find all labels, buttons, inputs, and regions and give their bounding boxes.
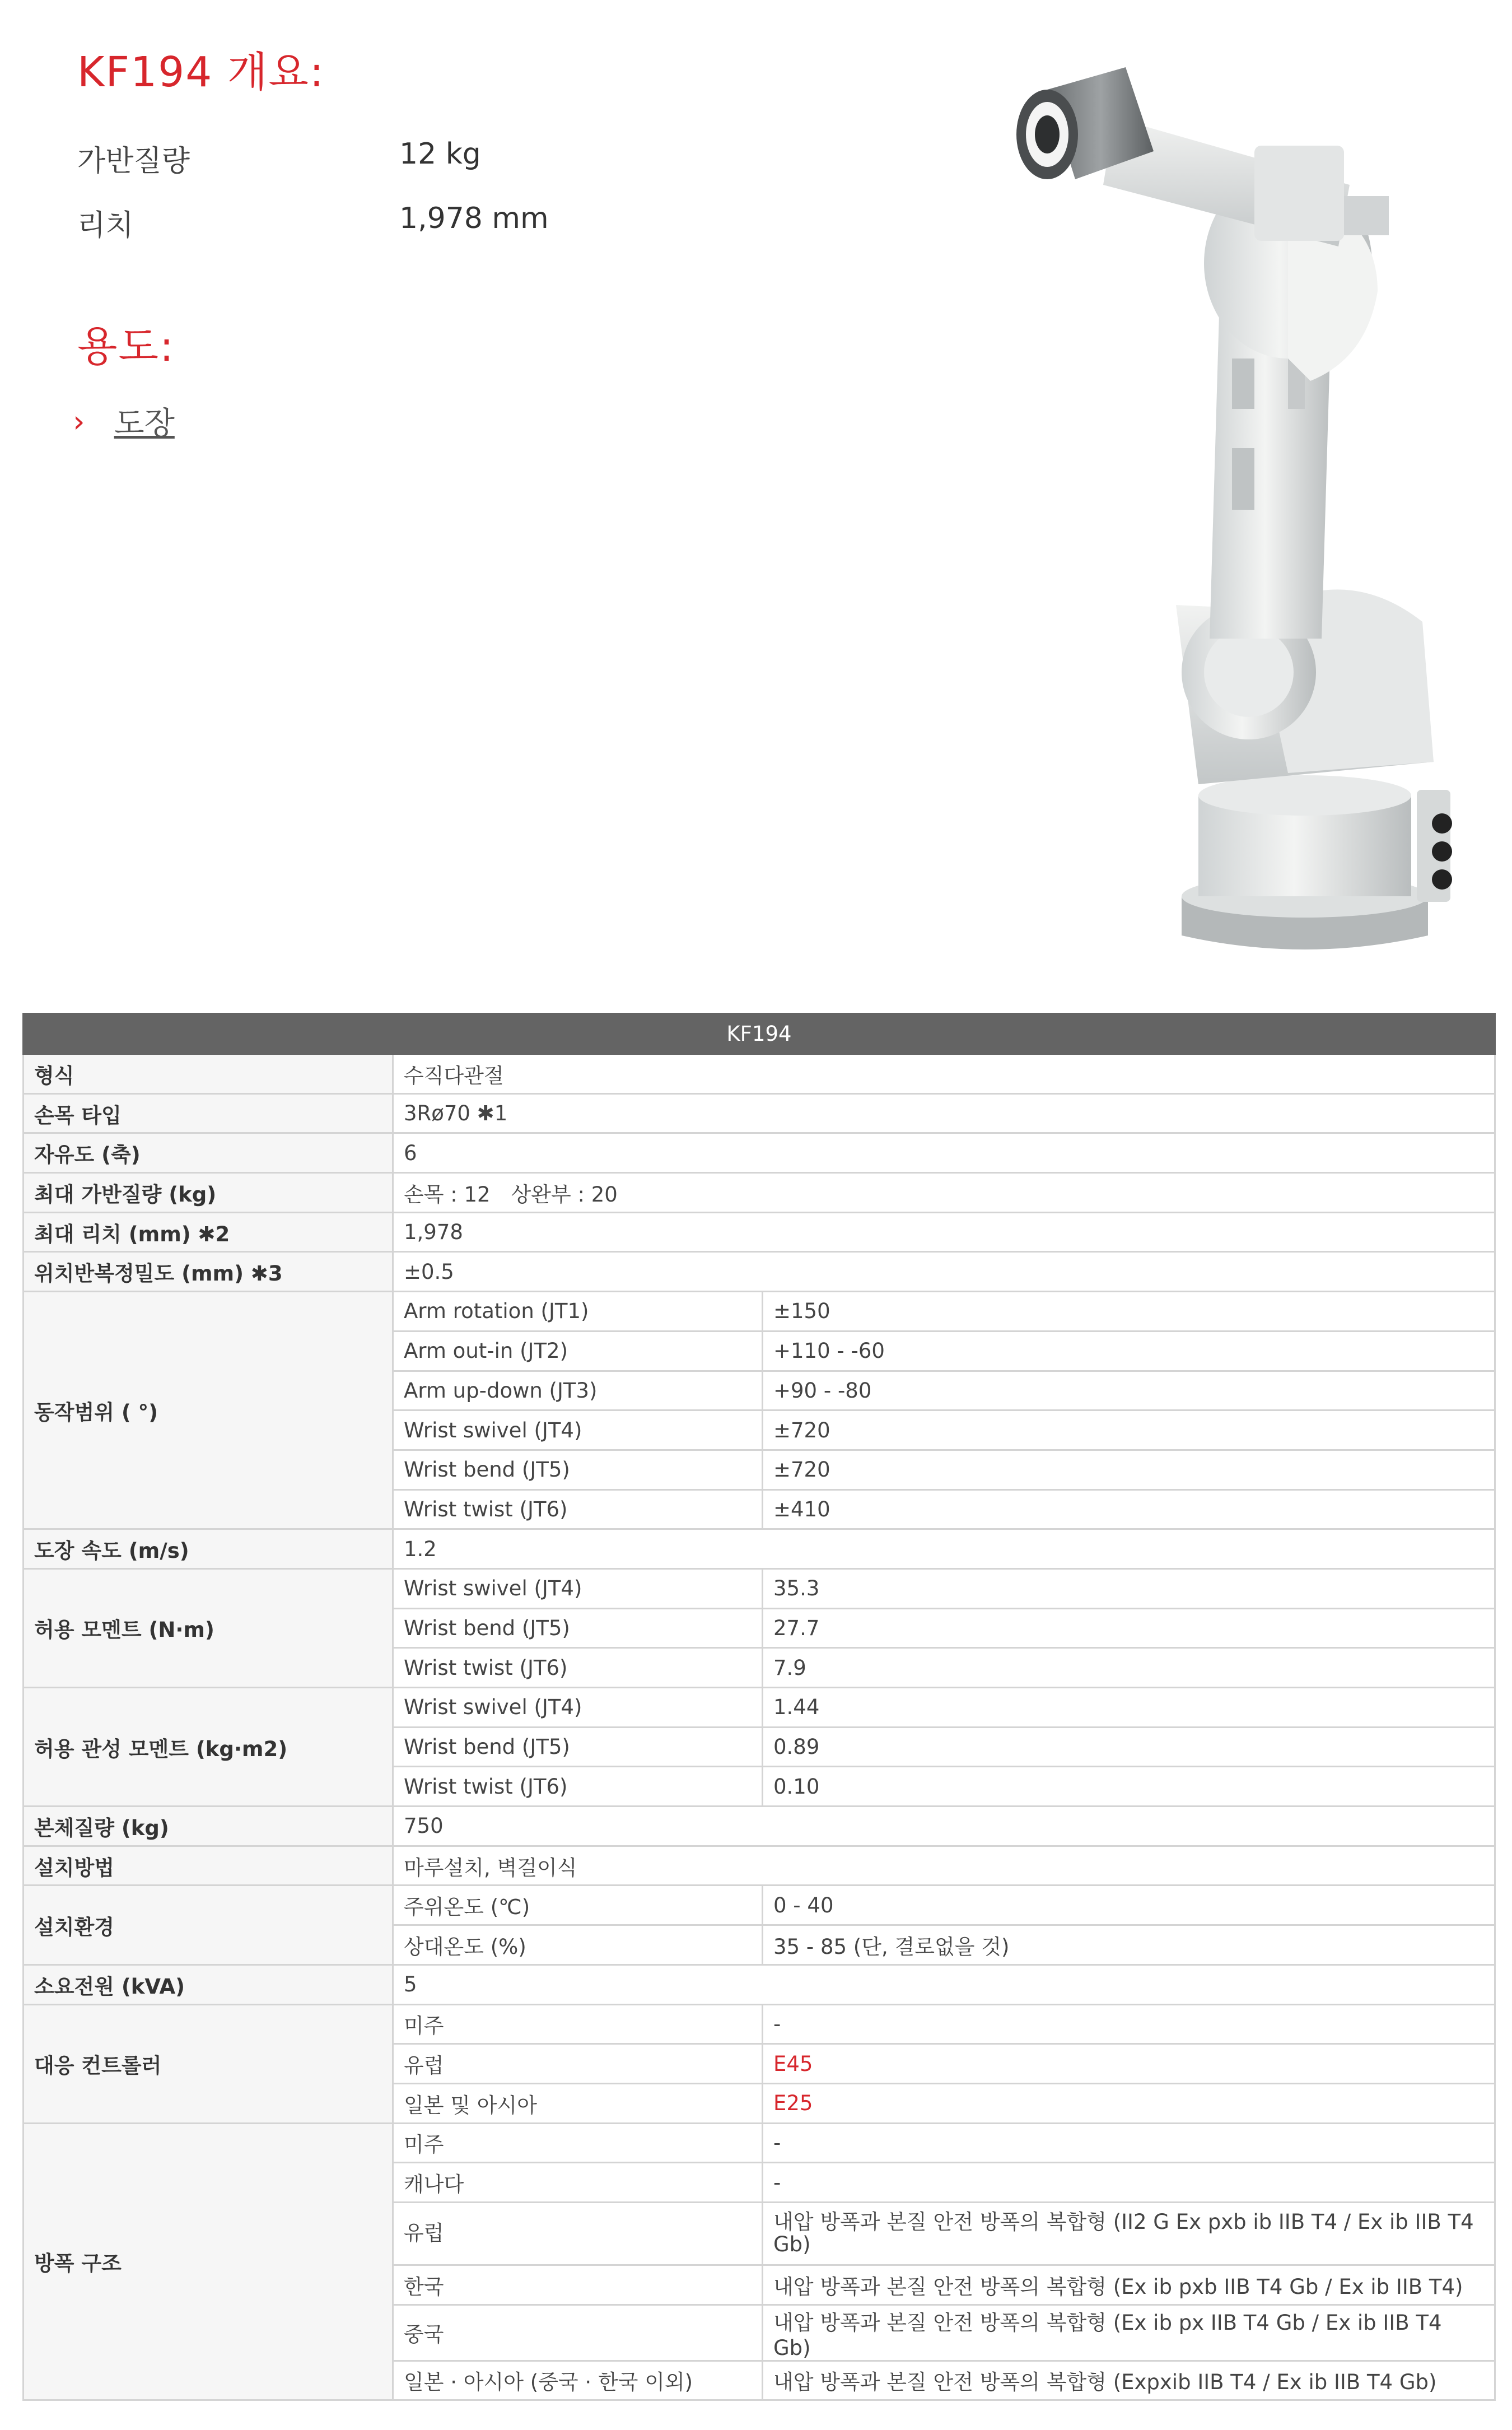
region-name: 유럽: [393, 2202, 763, 2265]
region-name: 일본 · 아시아 (중국 · 한국 이외): [393, 2361, 763, 2400]
axis-value: 0.89: [763, 1727, 1495, 1767]
table-row: [24, 1965, 1495, 2004]
env-value: 35 - 85 (단, 결로없을 것): [763, 1925, 1495, 1965]
overview-title: KF194 개요:: [77, 48, 325, 96]
table-row: [24, 1846, 1495, 1886]
table-row: [24, 1886, 1495, 1925]
axis-value: 35.3: [763, 1568, 1495, 1608]
usage-item-painting[interactable]: [73, 399, 175, 444]
table-row: [24, 1133, 1495, 1173]
spec-payload-label: 가반질량: [77, 145, 190, 178]
region-value: -: [763, 2163, 1495, 2203]
row-label: 손목 타입: [24, 1093, 393, 1133]
region-name: 미주: [393, 2004, 763, 2044]
row-label: 최대 가반질량 (kg): [24, 1173, 393, 1213]
table-row: [24, 1093, 1495, 1133]
region-name: 한국: [393, 2265, 763, 2305]
axis-value: 27.7: [763, 1608, 1495, 1648]
axis-name: Arm rotation (JT1): [393, 1292, 763, 1332]
region-value: -: [763, 2123, 1495, 2163]
axis-value: 7.9: [763, 1648, 1495, 1688]
env-name: 상대온도 (%): [393, 1925, 763, 1965]
explosion-label: 방폭 구조: [24, 2123, 393, 2400]
axis-name: Wrist twist (JT6): [393, 1648, 763, 1688]
region-value: 내압 방폭과 본질 안전 방폭의 복합형 (Expxib IIB T4 / Ex ib IIB T4 Gb): [763, 2361, 1495, 2400]
controller-link[interactable]: E45: [763, 2044, 1495, 2084]
spec-reach-label: 리치: [77, 209, 134, 243]
row-label: 설치방법: [24, 1846, 393, 1886]
row-value: 1.2: [393, 1529, 1495, 1569]
usage-item-label[interactable]: 도장: [114, 406, 175, 442]
table-row: [24, 1173, 1495, 1213]
axis-value: 1.44: [763, 1688, 1495, 1728]
row-label: 도장 속도 (m/s): [24, 1529, 393, 1569]
table-model-header: KF194: [24, 1014, 1495, 1054]
table-row: [24, 1688, 1495, 1728]
chevron-right-icon: ›: [73, 403, 85, 439]
table-row: [24, 1252, 1495, 1292]
motion-range-label: 동작범위 ( °): [24, 1292, 393, 1529]
axis-name: Arm out-in (JT2): [393, 1331, 763, 1371]
spec-table: [22, 1013, 1496, 2401]
row-label: 자유도 (축): [24, 1133, 393, 1173]
table-row: [24, 1568, 1495, 1608]
axis-value: 0.10: [763, 1767, 1495, 1807]
axis-name: Wrist twist (JT6): [393, 1767, 763, 1807]
region-value: 내압 방폭과 본질 안전 방폭의 복합형 (Ex ib pxb IIB T4 Gb / Ex ib IIB T4): [763, 2265, 1495, 2305]
region-value: -: [763, 2004, 1495, 2044]
axis-name: Wrist bend (JT5): [393, 1608, 763, 1648]
env-value: 0 - 40: [763, 1886, 1495, 1925]
region-name: 중국: [393, 2305, 763, 2361]
axis-value: ±720: [763, 1450, 1495, 1489]
row-value: 마루설치, 벽걸이식: [393, 1846, 1495, 1886]
row-label: 본체질량 (kg): [24, 1807, 393, 1846]
region-name: 캐나다: [393, 2163, 763, 2203]
table-row: [24, 1807, 1495, 1846]
axis-value: +110 - -60: [763, 1331, 1495, 1371]
table-row: [24, 2004, 1495, 2044]
controller-link[interactable]: E25: [763, 2083, 1495, 2123]
region-name: 일본 및 아시아: [393, 2083, 763, 2123]
table-row: [24, 1212, 1495, 1252]
moment-label: 허용 모멘트 (N·m): [24, 1568, 393, 1687]
row-value: 6: [393, 1133, 1495, 1173]
row-value: 손목 : 12 상완부 : 20: [393, 1173, 1495, 1213]
row-label: 형식: [24, 1054, 393, 1094]
region-value: 내압 방폭과 본질 안전 방폭의 복합형 (II2 G Ex pxb ib IIB T4 / Ex ib IIB T4 Gb): [763, 2202, 1495, 2265]
table-row: [24, 2123, 1495, 2163]
axis-value: ±150: [763, 1292, 1495, 1332]
axis-value: ±410: [763, 1489, 1495, 1529]
axis-name: Wrist swivel (JT4): [393, 1688, 763, 1728]
region-name: 유럽: [393, 2044, 763, 2084]
axis-value: ±720: [763, 1410, 1495, 1450]
controller-label: 대응 컨트롤러: [24, 2004, 393, 2123]
inertia-label: 허용 관성 모멘트 (kg·m2): [24, 1688, 393, 1807]
row-value: 750: [393, 1807, 1495, 1846]
row-value: 3Rø70 ✱1: [393, 1093, 1495, 1133]
usage-title: 용도:: [77, 323, 175, 371]
axis-name: Arm up-down (JT3): [393, 1371, 763, 1410]
region-value: 내압 방폭과 본질 안전 방폭의 복합형 (Ex ib px IIB T4 Gb / Ex ib IIB T4 Gb): [763, 2305, 1495, 2361]
row-label: 최대 리치 (mm) ✱2: [24, 1212, 393, 1252]
table-row: [24, 1054, 1495, 1094]
axis-name: Wrist swivel (JT4): [393, 1568, 763, 1608]
row-value: 수직다관절: [393, 1054, 1495, 1094]
spec-reach-value: 1,978 mm: [399, 202, 549, 235]
table-row: [24, 1529, 1495, 1569]
env-name: 주위온도 (℃): [393, 1886, 763, 1925]
row-value: 1,978: [393, 1212, 1495, 1252]
axis-name: Wrist swivel (JT4): [393, 1410, 763, 1450]
robot-arm-image: [862, 45, 1478, 975]
row-label: 소요전원 (kVA): [24, 1965, 393, 2004]
row-label: 위치반복정밀도 (mm) ✱3: [24, 1252, 393, 1292]
row-value: 5: [393, 1965, 1495, 2004]
table-row: [24, 1292, 1495, 1332]
axis-name: Wrist bend (JT5): [393, 1727, 763, 1767]
axis-name: Wrist bend (JT5): [393, 1450, 763, 1489]
region-name: 미주: [393, 2123, 763, 2163]
overview-section: [0, 0, 1512, 997]
environment-label: 설치환경: [24, 1886, 393, 1965]
row-value: ±0.5: [393, 1252, 1495, 1292]
axis-name: Wrist twist (JT6): [393, 1489, 763, 1529]
spec-payload-value: 12 kg: [399, 137, 481, 171]
axis-value: +90 - -80: [763, 1371, 1495, 1410]
